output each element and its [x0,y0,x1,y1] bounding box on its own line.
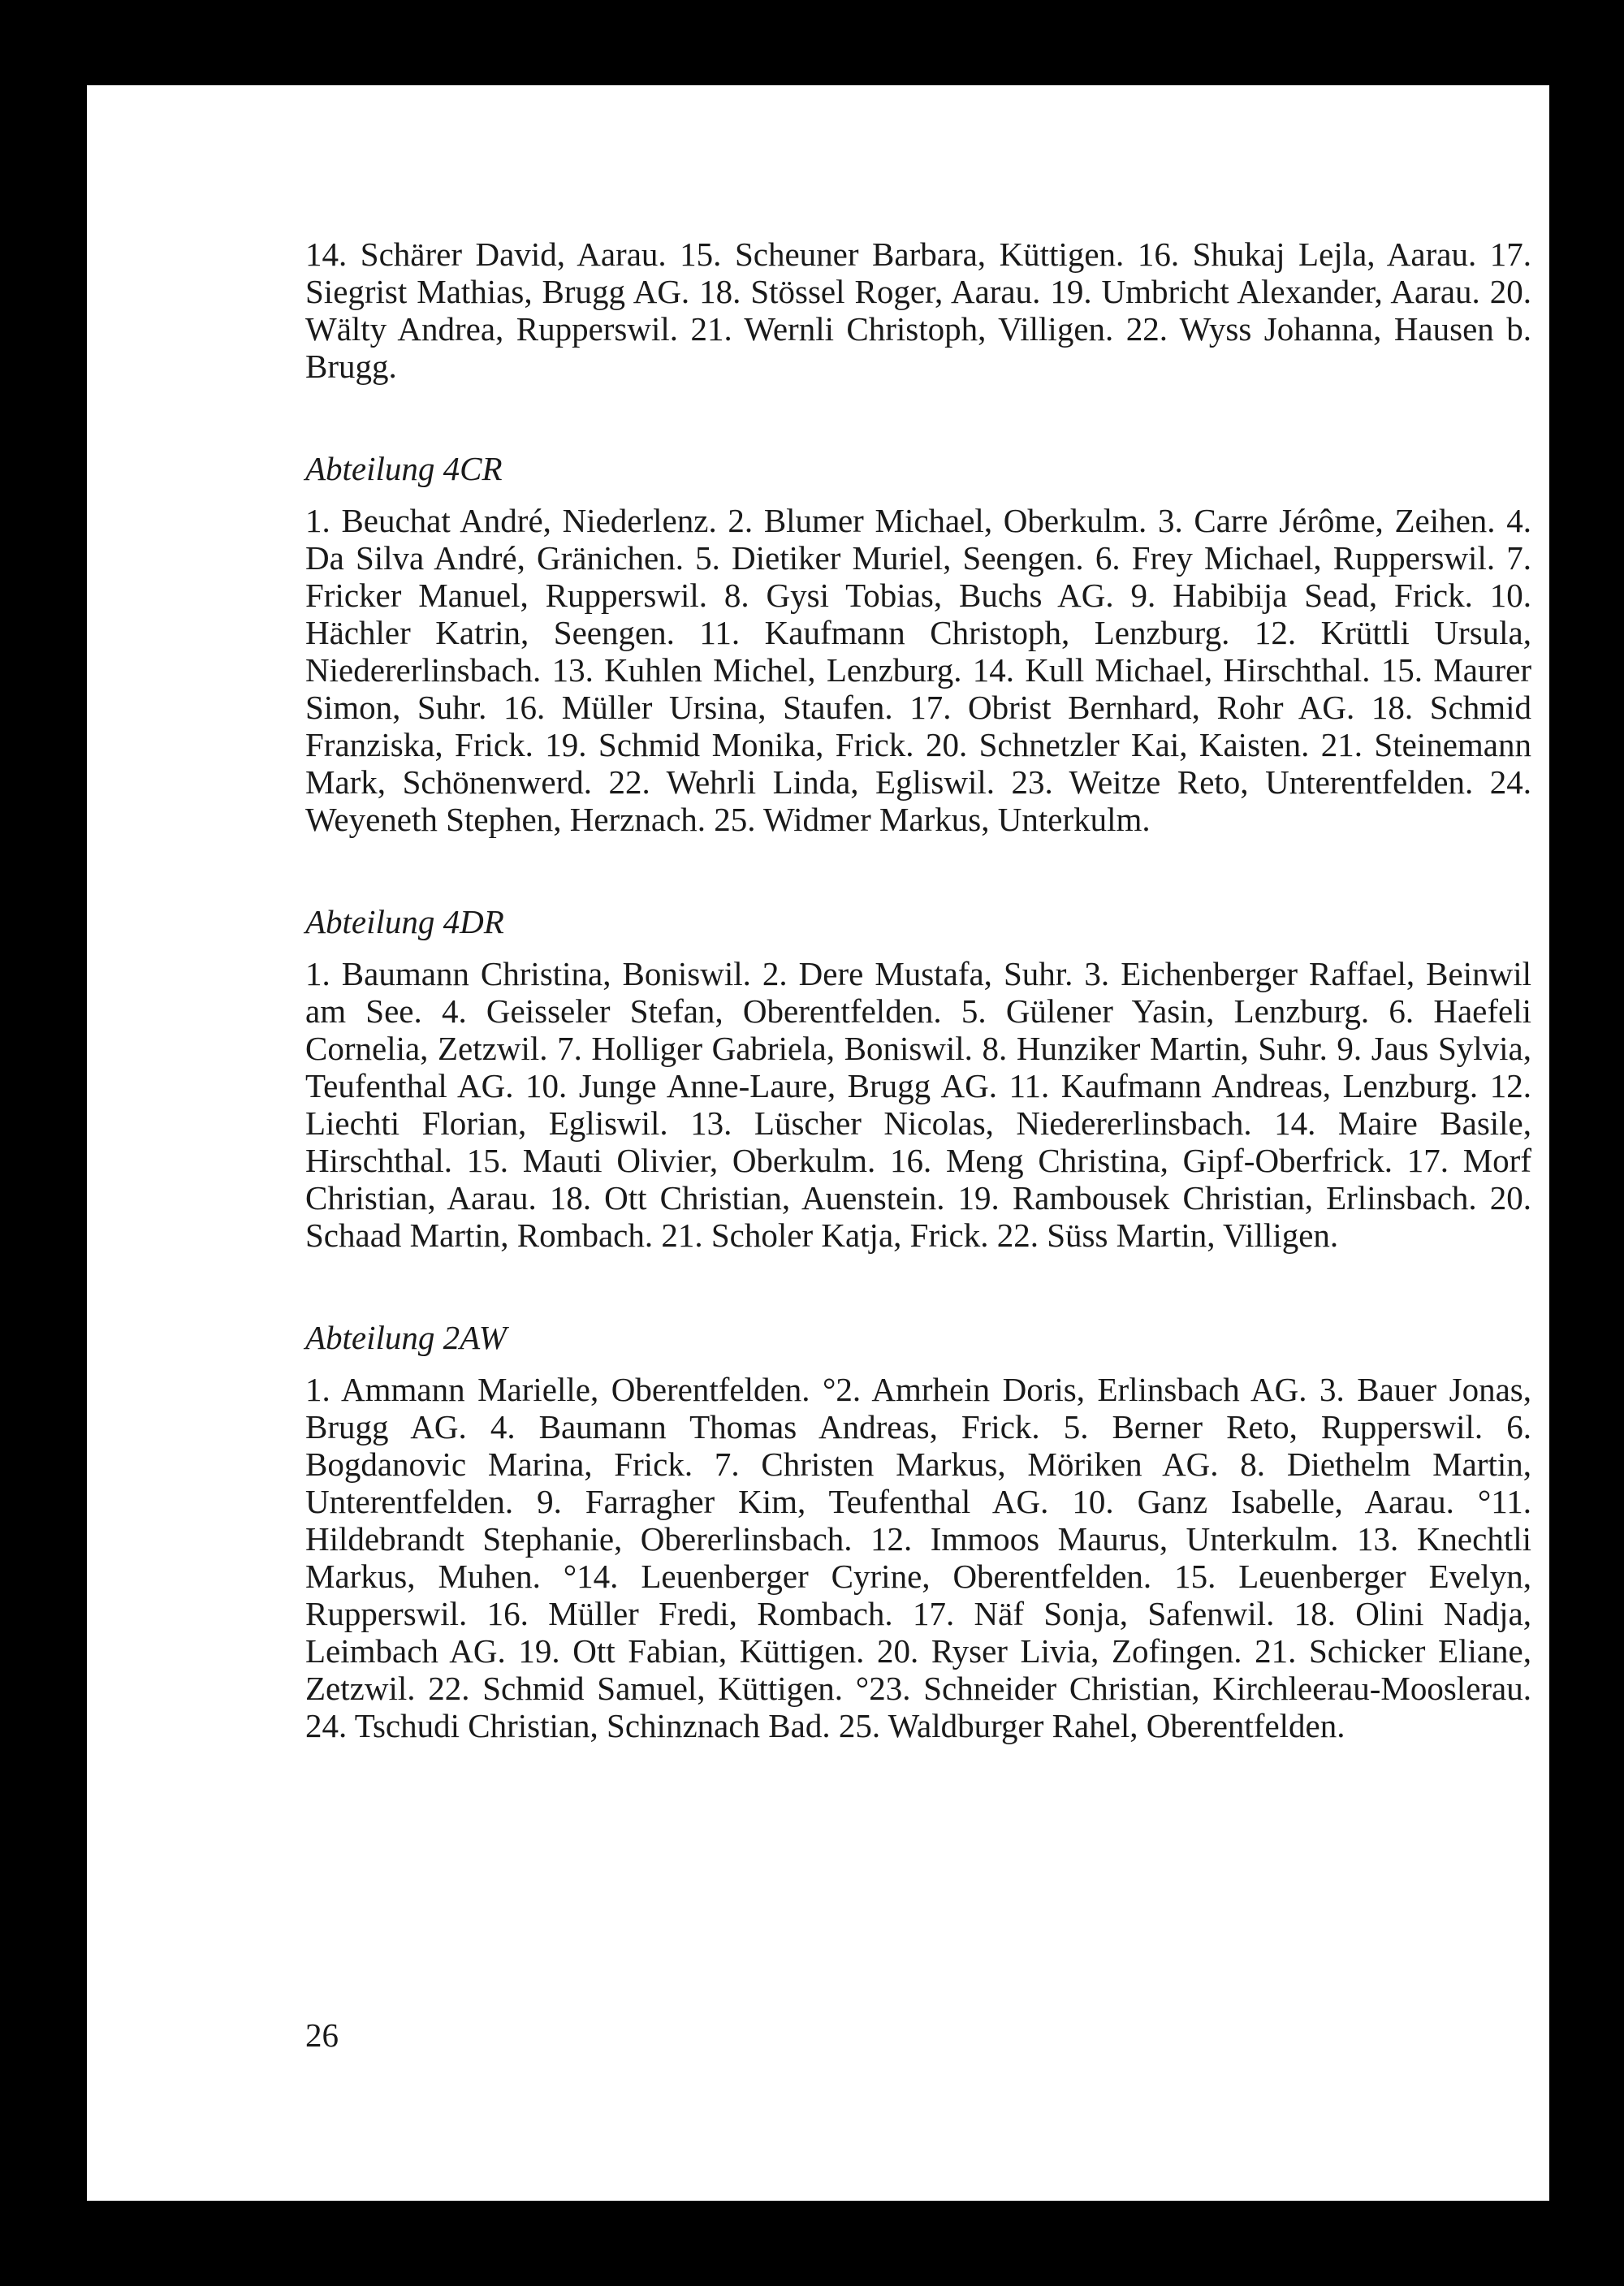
section-2aw [305,1319,1531,1744]
section-heading: Abteilung 2AW [305,1319,507,1356]
section-text: 1. Beuchat André, Niederlenz. 2. Blumer Michael, Oberkulm. 3. Carre Jérôme, Zeihen. 4. Da Silva André, Gränichen. 5. Dietiker Muriel, Seengen. 6. Frey Michael, Rupperswil. 7. Fricker Manuel, Rupperswil. 8. Gysi Tobias, Buchs AG. 9. Habibija Sead, Frick. 10. Hächler Katrin, Seengen. 11. Kaufmann Christoph, Lenzburg. 12. Krüttli Ursula, Niedererlinsbach. 13. Kuhlen Michel, Lenzburg. 14. Kull Michael, Hirschthal. 15. Maurer Simon, Suhr. 16. Müller Ursina, Staufen. 17. Obrist Bernhard, Rohr AG. 18. Schmid Franziska, Frick. 19. Schmid Monika, Frick. 20. Schnetzler Kai, Kaisten. 21. Steinemann Mark, Schönenwerd. 22. Wehrli Linda, Egliswil. 23. Weitze Reto, Unterentfelden. 24. Weyeneth Stephen, Herznach. 25. Widmer Markus, Unterkulm. [305,502,1531,838]
section-4dr [305,903,1531,1254]
intro-paragraph: 14. Schärer David, Aarau. 15. Scheuner Barbara, Küttigen. 16. Shukaj Lejla, Aarau. 17. Siegrist Mathias, Brugg AG. 18. Stössel Roger, Aarau. 19. Umbricht Alexander, Aarau. 20. Wälty Andrea, Rupperswil. 21. Wernli Christoph, Villigen. 22. Wyss Johanna, Hausen b. Brugg. [305,236,1531,385]
page-number: 26 [305,2016,339,2054]
section-4cr [305,450,1531,838]
section-heading: Abteilung 4DR [305,903,504,940]
section-text: 1. Baumann Christina, Boniswil. 2. Dere Mustafa, Suhr. 3. Eichenberger Raffael, Beinwil am See. 4. Geisseler Stefan, Oberentfelden. 5. Gülener Yasin, Lenzburg. 6. Haefeli Cornelia, Zetzwil. 7. Holliger Gabriela, Boniswil. 8. Hunziker Martin, Suhr. 9. Jaus Sylvia, Teufenthal AG. 10. Junge Anne-Laure, Brugg AG. 11. Kaufmann Andreas, Lenzburg. 12. Liechti Florian, Egliswil. 13. Lüscher Nicolas, Niedererlinsbach. 14. Maire Basile, Hirschthal. 15. Mauti Olivier, Oberkulm. 16. Meng Christina, Gipf-Oberfrick. 17. Morf Christian, Aarau. 18. Ott Christian, Auenstein. 19. Rambousek Christian, Erlinsbach. 20. Schaad Martin, Rombach. 21. Scholer Katja, Frick. 22. Süss Martin, Villigen. [305,955,1531,1254]
section-text: 1. Ammann Marielle, Oberentfelden. °2. Amrhein Doris, Erlinsbach AG. 3. Bauer Jonas, Brugg AG. 4. Baumann Thomas Andreas, Frick. 5. Berner Reto, Rupperswil. 6. Bogdanovic Marina, Frick. 7. Christen Markus, Möriken AG. 8. Diethelm Martin, Unterentfelden. 9. Farragher Kim, Teufenthal AG. 10. Ganz Isabelle, Aarau. °11. Hildebrandt Stephanie, Obererlinsbach. 12. Immoos Maurus, Unterkulm. 13. Knechtli Markus, Muhen. °14. Leuenberger Cyrine, Oberentfelden. 15. Leuenberger Evelyn, Rupperswil. 16. Müller Fredi, Rombach. 17. Näf Sonja, Safenwil. 18. Olini Nadja, Leimbach AG. 19. Ott Fabian, Küttigen. 20. Ryser Livia, Zofingen. 21. Schicker Eliane, Zetzwil. 22. Schmid Samuel, Küttigen. °23. Schneider Christian, Kirchleerau-Mooslerau. 24. Tschudi Christian, Schinznach Bad. 25. Waldburger Rahel, Oberentfelden. [305,1371,1531,1744]
document-page [87,85,1549,2201]
section-heading: Abteilung 4CR [305,450,503,487]
page-content [305,236,1531,1744]
